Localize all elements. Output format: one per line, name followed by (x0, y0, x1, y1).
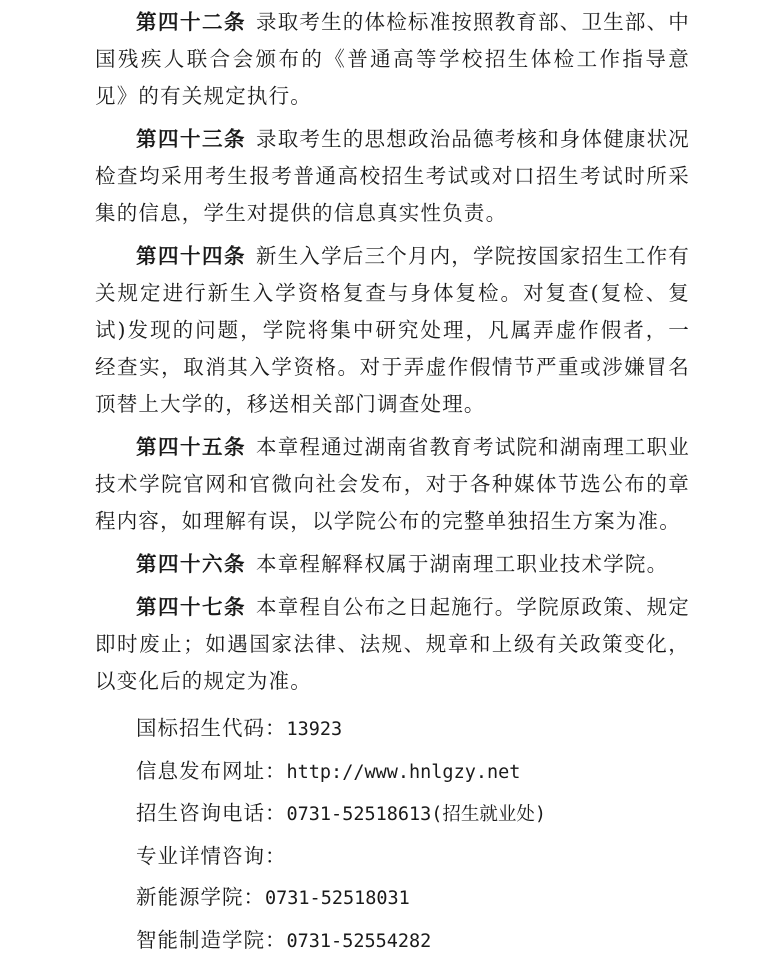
article-text: 本章程解释权属于湖南理工职业技术学院。 (256, 552, 669, 576)
article-number: 第四十六条 (136, 552, 246, 576)
enrollment-code-line (136, 708, 690, 751)
article-42 (95, 4, 690, 115)
article-number: 第四十五条 (136, 435, 246, 459)
article-44 (95, 238, 690, 423)
contact-label: 新能源学院： (136, 885, 265, 910)
article-text: 录取考生的体检标准按照教育部、卫生部、中国残疾人联合会颁布的《普通高等学校招生体检工作指导意见》的有关规定执行。 (95, 10, 690, 108)
article-number: 第四十三条 (136, 127, 246, 151)
enrollment-code-label: 国标招生代码： (136, 716, 287, 740)
article-45 (95, 429, 690, 540)
article-47 (95, 589, 690, 700)
contact-value: 0731-52518031 (265, 888, 410, 910)
article-43 (95, 121, 690, 232)
article-46 (95, 546, 690, 583)
contact-intelligent-manufacturing (136, 920, 690, 963)
website-label: 信息发布网址： (136, 758, 287, 783)
phone-value: 0731-52518613(招生就业处) (286, 804, 547, 826)
detail-heading: 专业详情咨询： (136, 843, 287, 868)
article-number: 第四十七条 (136, 595, 246, 619)
enrollment-code-value: 13923 (286, 719, 343, 740)
contact-new-energy (136, 877, 690, 920)
article-number: 第四十二条 (136, 10, 246, 34)
website-link[interactable]: http://www.hnlgzy.net (286, 761, 521, 783)
contact-info (95, 708, 690, 963)
contact-value: 0731-52554282 (286, 930, 432, 952)
phone-label: 招生咨询电话： (136, 801, 287, 826)
article-number: 第四十四条 (136, 244, 246, 268)
article-text: 新生入学后三个月内，学院按国家招生工作有关规定进行新生入学资格复查与身体复检。对复查(复检、复试)发现的问题，学院将集中研究处理，凡属弄虚作假者，一经查实，取消其入学资格。对于弄虚作假情节严重或涉嫌冒名顶替上大学的，移送相关部门调查处理。 (95, 244, 690, 416)
contact-label: 智能制造学院： (136, 927, 287, 952)
phone-line (136, 793, 690, 836)
article-text: 本章程通过湖南省教育考试院和湖南理工职业技术学院官网和官微向社会发布，对于各种媒体节选公布的章程内容，如理解有误，以学院公布的完整单独招生方案为准。 (95, 435, 690, 533)
website-line (136, 751, 690, 794)
article-text: 本章程自公布之日起施行。学院原政策、规定即时废止；如遇国家法律、法规、规章和上级有关政策变化，以变化后的规定为准。 (95, 595, 690, 693)
article-text: 录取考生的思想政治品德考核和身体健康状况检查均采用考生报考普通高校招生考试或对口招生考试时所采集的信息，学生对提供的信息真实性负责。 (95, 127, 690, 225)
